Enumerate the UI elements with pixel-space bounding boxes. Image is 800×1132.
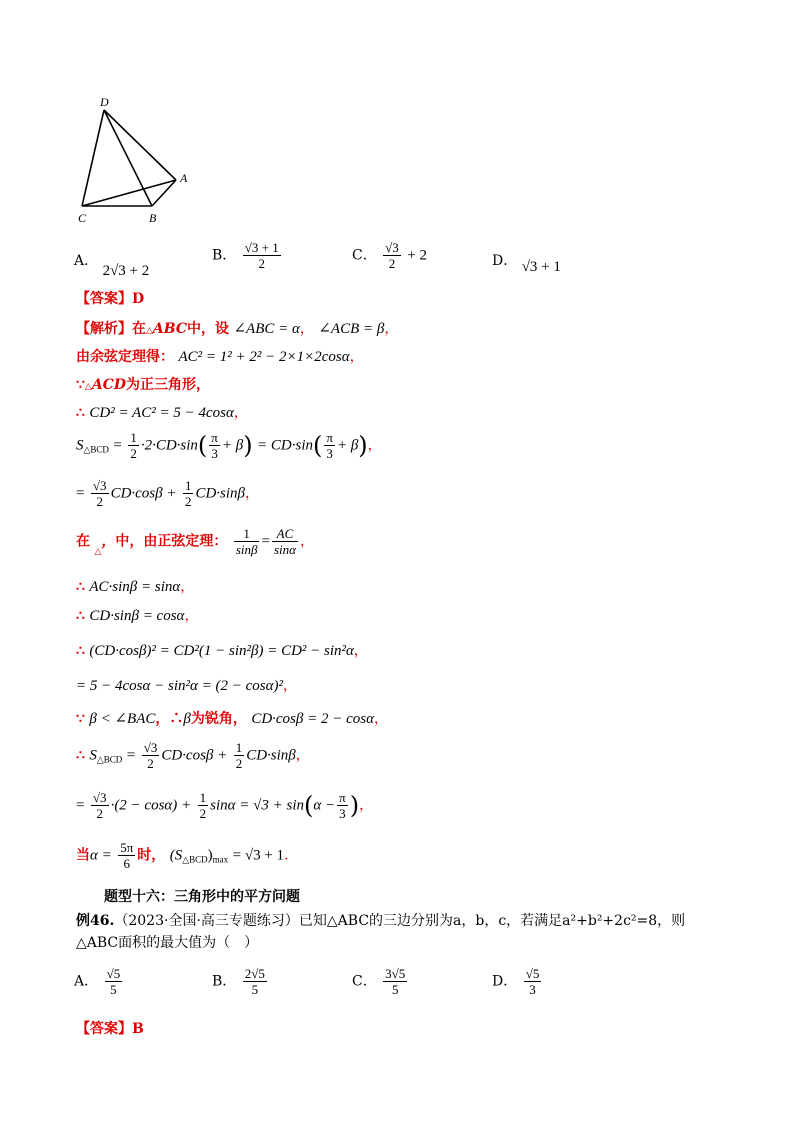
option-b2: B． $\frac{2√5}{5}$ bbox=[212, 966, 265, 997]
option-c1: C． $\frac{√3}{2}$ + 2 bbox=[352, 240, 427, 271]
example-question: 例46.（2023·全国·高三专题练习）已知△ABC的三边分别为a，b，c，若满足a²+b²+2c²=8，则△ABC面积的最大值为（ ） bbox=[76, 913, 686, 951]
analysis-line-2: 由余弦定理得： AC² = 1² + 2² − 2×1×2cosα， bbox=[76, 349, 364, 365]
option-a1: A． 2√3 + 2 bbox=[74, 253, 150, 279]
analysis-line-10: ∴ (CD·cosβ)² = CD²(1 − sin²β) = CD² − sin²α， bbox=[76, 643, 368, 659]
analysis-line-9: ∴ CD·sinβ = cosα， bbox=[76, 608, 199, 624]
analysis-line-14: = $\frac{√3}{2}$ ·(2 − cosα) + $\frac{1}{2}$ sinα = √3 + sin(α − $\frac{\pi}{3}$ )， bbox=[76, 790, 374, 821]
option-c2: C． $\frac{3√5}{5}$ bbox=[352, 966, 406, 997]
label-A: A bbox=[180, 171, 188, 185]
analysis-line-8: ∴ AC·sinβ = sinα， bbox=[76, 579, 195, 595]
section-heading: 题型十六：三角形中的平方问题 bbox=[104, 889, 300, 905]
analysis-line-13: ∴ $S_{\triangle BCD}$ = $\frac{√3}{2}$ CD·cosβ + $\frac{1}{2}$ CD·sinβ， bbox=[76, 740, 310, 771]
option-d1: D． √3 + 1 bbox=[492, 253, 561, 275]
analysis-line-4: ∴ CD² = AC² = 5 − 4cosα， bbox=[76, 405, 248, 421]
analysis-line-3: ∵△ACD为正三角形， bbox=[76, 377, 210, 393]
tetrahedron-figure bbox=[72, 92, 202, 236]
geometry-diagram bbox=[72, 92, 202, 232]
analysis-line-1: 【解析】在△ABC中，设 ∠ABC = α， ∠ACB = β， bbox=[76, 321, 399, 337]
answer-1: 【答案】D bbox=[76, 291, 145, 307]
analysis-line-7: 在 $_\triangle$，中，由正弦定理： $\frac{1}{\sin\beta}$ = $\frac{AC}{\sin\alpha}$ ， bbox=[76, 526, 314, 557]
option-a2: A． $\frac{√5}{5}$ bbox=[74, 966, 121, 997]
analysis-line-5: $S_{\triangle BCD}$ = $\frac{1}{2}$ ·2·CD·sin( $\frac{\pi}{3}$ + β) = CD·sin( $\frac{\pi}{3}$ + β)， bbox=[76, 430, 382, 461]
analysis-line-6: = $\frac{√3}{2}$ CD·cosβ + $\frac{1}{2}$ CD·sinβ， bbox=[76, 478, 260, 509]
answer-2: 【答案】B bbox=[76, 1021, 144, 1037]
analysis-line-15: 当α = $\frac{5\pi}{6}$ 时， $(S_{\triangle BCD})_{max} = √3 + 1$. bbox=[76, 840, 289, 871]
analysis-line-11: = 5 − 4cosα − sin²α = (2 − cosα)²， bbox=[76, 678, 297, 694]
label-D: D bbox=[100, 95, 109, 109]
label-B: B bbox=[149, 211, 157, 225]
analysis-line-12: ∵ β < ∠BAC，∴β为锐角， CD·cosβ = 2 − cosα， bbox=[76, 711, 388, 727]
option-d2: D． $\frac{√5}{3}$ bbox=[492, 966, 540, 997]
label-C: C bbox=[78, 211, 87, 225]
option-b1: B． $\frac{√3 + 1}{2}$ bbox=[212, 240, 279, 271]
